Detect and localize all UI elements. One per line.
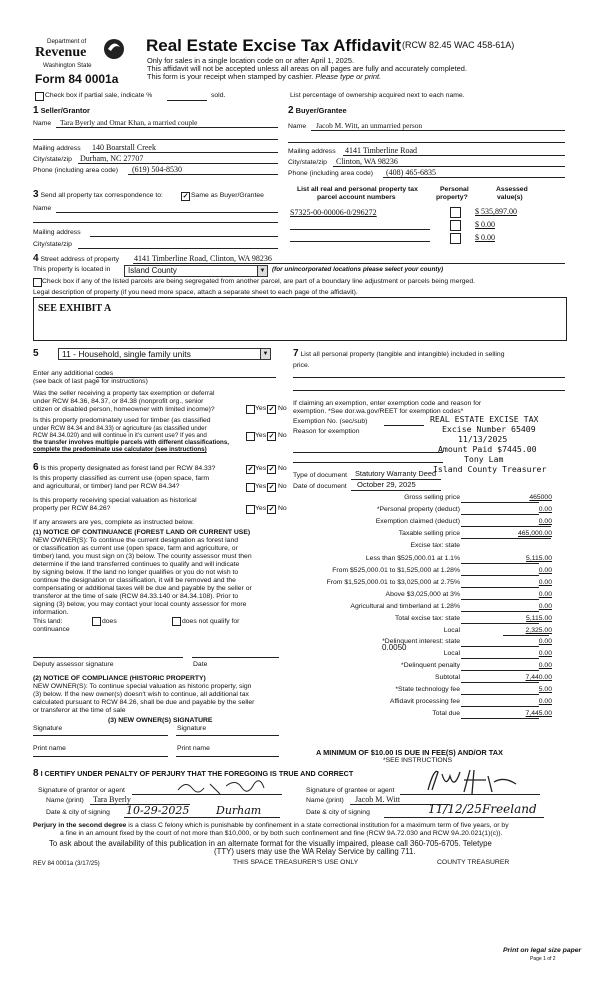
section2-title: Buyer/Grantee [295, 106, 347, 115]
no-label: No [278, 505, 287, 512]
calc-row-rule [461, 694, 539, 695]
calc-row-rule [461, 718, 539, 719]
street-label: Street address of property [40, 256, 120, 263]
perjury-bold: Perjury in the second degree [33, 822, 127, 829]
stamp-line6: Island County Treasurer [433, 464, 547, 474]
partial-sale-label: Check box if partial sale, indicate % [45, 92, 153, 99]
revision: REV 84 0001a (3/17/25) [33, 860, 100, 867]
print-name-label-2: Print name [177, 745, 210, 752]
local-rate: 0.0050 [382, 643, 407, 652]
notice-line: NEW OWNER(S): To continue special valuation as historic property, sign [33, 683, 252, 690]
calc-row-rule [461, 563, 539, 564]
grantee-signature [424, 766, 524, 796]
additional-codes-note: (see back of last page for instructions) [33, 378, 148, 385]
treasurer-use-only: THIS SPACE TREASURER'S USE ONLY [233, 859, 359, 866]
calc-row-value[interactable]: 0.00 [538, 698, 552, 705]
notice-line: calculated pursuant to RCW 84.26, shall be due and payable by the seller [33, 699, 255, 706]
section3-heading [33, 189, 163, 200]
seller-phone-label: Phone (including area code) [33, 167, 119, 174]
legal-description-label: Legal description of property (if you need more space, attach a separate sheet to each page of the affidavit). [33, 289, 358, 296]
calc-row-rule [461, 682, 539, 683]
calc-row-rule [461, 611, 539, 612]
notice-line: NEW OWNER(S): To continue the current designation as forest land [33, 537, 239, 544]
buyer-phone-label: Phone (including area code) [288, 170, 374, 177]
seller-city-label: City/state/zip [33, 156, 72, 163]
notice-line: or classification as current use (open space, farm and agriculture, or [33, 545, 238, 552]
section1-title: Seller/Grantor [40, 106, 90, 115]
same-as-buyer-checkbox[interactable]: ✓ [182, 193, 189, 200]
deputy-label: Deputy assessor signature [33, 661, 114, 668]
partial-sale-checkbox[interactable] [35, 92, 44, 101]
buyer-address-label: Mailing address [288, 148, 336, 155]
exemption-no-checkbox[interactable]: ✓ [268, 406, 275, 413]
street-address-field[interactable]: 4141 Timberline Road, Clinton, WA 98236 [134, 254, 272, 263]
calc-row-value[interactable]: 0.00 [538, 603, 552, 610]
calc-row-value[interactable]: 465000 [529, 494, 552, 501]
timber-no-checkbox[interactable]: ✓ [268, 433, 275, 440]
section3-city-field[interactable] [78, 248, 278, 249]
perjury-line2: a fine in an amount fixed by the court of not more than $10,000, or by both such confinement and fine (RCW 9A.72.030 and RCW 9A.20.021(1)(c)). [60, 830, 503, 837]
perjury-line1 [33, 822, 509, 829]
forest-question: Is this property designated as forest land per RCW 84.33? [40, 465, 216, 472]
alt-format-line1: To ask about the availability of this publication in an alternate format for the visually impaired, please call 360-705-6705. Teletype [49, 839, 492, 848]
q-timber-line1: Is this property predominately used for timber (as classified [33, 417, 211, 424]
revenue-logo-icon [103, 37, 125, 61]
calc-row-value[interactable]: 5,115.00 [526, 555, 552, 562]
grantee-name-label: Name (print) [306, 797, 344, 804]
buyer-name-label: Name [288, 123, 307, 130]
parcel-number-1[interactable]: S7325-00-00006-0/296272 [290, 208, 377, 217]
section3-address-label: Mailing address [33, 229, 81, 236]
calc-row-label: From $525,000.01 to $1,525,000 at 1.28% [332, 567, 460, 574]
print-name-label-1: Print name [33, 745, 66, 752]
personal-col-header2: property? [436, 194, 468, 201]
seller-name-field[interactable]: Tara Byerly and Omar Khan, a married couple [60, 118, 198, 127]
new-owner-signature-1[interactable] [33, 735, 168, 736]
calc-row-label: Affidavit processing fee [389, 698, 460, 705]
assessed-value-2[interactable]: $ 0.00 [475, 220, 495, 229]
header-note1: Only for sales in a single location code on or after April 1, 2025. [147, 56, 355, 65]
section4-num: 4 [33, 253, 39, 264]
form-number: Form 84 0001a [35, 72, 119, 86]
personal-col-header: Personal [440, 186, 469, 193]
continuance-label: continuance [33, 626, 70, 633]
partial-sale-pct-field[interactable] [167, 100, 207, 101]
section3-city-label: City/state/zip [33, 241, 72, 248]
parcel-col-header1: List all real and personal property tax [297, 186, 418, 193]
calc-row-rule [461, 599, 539, 600]
calc-row-label: *Delinquent interest: state [382, 638, 460, 645]
q-timber-line4: the transfer involves multiple parcels with different classifications, [33, 439, 229, 446]
personal-property-field-1[interactable] [293, 377, 565, 378]
calc-row-label: Excise tax: state [410, 542, 460, 549]
section7-heading [293, 348, 505, 359]
calc-row-value[interactable]: 5.00 [538, 686, 552, 693]
section8-num: 8 [33, 768, 39, 779]
form-statute: (RCW 82.45 WAC 458-61A) [402, 40, 515, 50]
notice-line: compensating or additional taxes will be due and payable by the seller or [33, 585, 252, 592]
assessed-col-header2: value(s) [497, 194, 523, 201]
section1-num: 1 [33, 105, 39, 116]
buyer-name-field[interactable]: Jacob M. Witt, an unmarried person [316, 121, 423, 130]
section3-address-field[interactable] [90, 236, 278, 237]
no-label: No [278, 432, 287, 439]
tax-calculation [293, 494, 568, 734]
notice-line: or transferor at the time of sale [33, 707, 126, 714]
calc-row-label: Local [443, 627, 460, 634]
notice1-title: (1) NOTICE OF CONTINUANCE (FOREST LAND OR CURRENT USE) [33, 529, 251, 536]
section6-num: 6 [33, 462, 39, 473]
calc-row-label: Above $3,025,000 at 3% [385, 591, 460, 598]
new-owner-print-1[interactable] [33, 756, 168, 757]
notice-line: determine if the land transferred continues to qualify and will indicate [33, 561, 240, 568]
grantor-date-label: Date & city of signing [46, 809, 110, 816]
page-number: Page 1 of 2 [530, 956, 556, 962]
historic-yes-checkbox[interactable] [246, 505, 255, 514]
form-title: Real Estate Excise Tax Affidavit [146, 36, 402, 55]
historic-no-checkbox[interactable]: ✓ [268, 506, 275, 513]
timber-yes-checkbox[interactable] [246, 432, 255, 441]
deputy-date-label: Date [193, 661, 208, 668]
calc-row-value[interactable]: 0.00 [538, 662, 552, 669]
section6-q1 [33, 462, 215, 473]
calc-row-label: Local [443, 650, 460, 657]
yes-label: Yes [255, 505, 267, 512]
see-instructions: *SEE INSTRUCTIONS [383, 757, 453, 764]
notice-line: by signing below. If the land no longer qualifies or you do not wish to [33, 569, 239, 576]
seller-address-label: Mailing address [33, 145, 81, 152]
exemption-line1: If claiming an exemption, enter exemption code and reason for [293, 400, 482, 407]
doc-type-label: Type of document [293, 472, 348, 479]
assessed-value-3[interactable]: $ 0.00 [475, 233, 495, 242]
calc-row-value[interactable]: 7,440.00 [525, 674, 552, 681]
calc-row-label: Agricultural and timberland at 1.28% [350, 603, 460, 610]
exemption-yes-checkbox[interactable] [246, 405, 255, 414]
q-timber-line2: under RCW 84.34 and 84.33) or agriculture (as classified under [33, 425, 207, 432]
new-owner-print-2[interactable] [176, 756, 279, 757]
q-exemption-line1: Was the seller receiving a property tax exemption or deferral [33, 390, 215, 397]
county-treasurer-label: COUNTY TREASURER [437, 859, 510, 866]
calc-row-rule [461, 623, 539, 624]
legal-description-text: SEE EXHIBIT A [38, 303, 112, 314]
calc-row-value[interactable]: 0.00 [538, 591, 552, 598]
parcel-col-header1b: parcel account numbers [317, 194, 396, 201]
calc-row-rule [461, 575, 539, 576]
exemption-no-field[interactable] [384, 425, 424, 426]
section7-label: List all personal property (tangible and intangible) included in selling [300, 351, 505, 358]
grantee-date-field[interactable]: 11/12/25 [428, 802, 482, 816]
header-note3a: This form is your receipt when stamped by cashier. [147, 72, 316, 81]
calc-row-label: Taxable selling price [398, 530, 460, 537]
chevron-down-icon: ▼ [257, 266, 267, 276]
buyer-city-field[interactable]: Clinton, WA 98236 [336, 157, 398, 166]
calc-row-rule [461, 646, 539, 647]
certify-text: I CERTIFY UNDER PENALTY OF PERJURY THAT THE FOREGOING IS TRUE AND CORRECT [40, 769, 354, 778]
grantor-signature [176, 778, 276, 796]
q-timber-line3: RCW 84.34.020) and will continue in it's current use? If yes and [33, 432, 207, 439]
dept-line3: Washington State [43, 62, 92, 69]
seller-name-label: Name [33, 120, 52, 127]
calc-row-value[interactable]: 0.00 [538, 638, 552, 645]
county-note: (for unincorporated locations please select your county) [272, 266, 444, 273]
yes-label: Yes [255, 432, 267, 439]
calc-row-rule [461, 514, 539, 515]
list-pct-note: List percentage of ownership acquired next to each name. [290, 92, 465, 99]
does-not-label: does not qualify for [182, 618, 240, 625]
notice-line: (3) below. If the new owner(s) doesn't wish to continue, all additional tax [33, 691, 249, 698]
dept-line2: Revenue [35, 45, 87, 60]
notice3-title: (3) NEW OWNER(S) SIGNATURE [108, 717, 213, 724]
forest-yes-checkbox[interactable]: ✓ [247, 466, 254, 473]
perjury-rest: is a class C felony which is punishable by confinement in a state correctional institution for a maximum term of five years, or by [126, 822, 509, 829]
calc-row-label: *Delinquent penalty [401, 662, 460, 669]
grantor-name-label: Name (print) [46, 797, 84, 804]
calc-row-value[interactable]: 465,000.00 [517, 530, 552, 537]
seller-address-field[interactable]: 140 Boarstall Creek [92, 143, 156, 152]
calc-row-value[interactable]: 0.00 [538, 650, 552, 657]
section4-heading [33, 253, 119, 264]
current-use-line2: and agricultural, or timber) land per RCW 84.34? [33, 483, 180, 490]
historic-line1: Is this property receiving special valuation as historical [33, 497, 197, 504]
grantee-sig-label: Signature of grantee or agent [306, 787, 395, 794]
additional-codes-label: Enter any additional codes [33, 370, 114, 377]
signature-label-2: Signature [177, 725, 207, 732]
exemption-line2: exemption. *See dor.wa.gov/REET for exemption codes* [293, 408, 464, 415]
header-note3b: Please type or print. [315, 72, 382, 81]
calc-row-rule [503, 635, 549, 636]
current-use-line1: Is this property classified as current use (open space, farm [33, 475, 210, 482]
deputy-signature-field[interactable] [33, 657, 183, 658]
calc-row-value[interactable]: 0.00 [538, 506, 552, 513]
calc-row-rule [461, 658, 539, 659]
reason-field-1[interactable] [293, 452, 443, 453]
personal-property-field-2[interactable] [293, 390, 565, 391]
calc-row-rule [461, 587, 539, 588]
legal-paper-note: Print on legal size paper [503, 947, 582, 954]
boundary-checkbox[interactable] [33, 278, 42, 287]
q-timber-line5: complete the predominate use calculator (see instructions) [33, 446, 207, 453]
county-select-value: Island County [128, 266, 177, 275]
deputy-date-field[interactable] [192, 657, 279, 658]
does-qualify-checkbox[interactable] [92, 617, 101, 626]
grantor-city-field[interactable]: Durham [216, 804, 262, 817]
buyer-city-label: City/state/zip [288, 159, 327, 166]
section7-num: 7 [293, 348, 299, 359]
same-as-buyer-label: Same as Buyer/Grantee [191, 192, 264, 199]
calc-row-label: Subtotal [435, 674, 460, 681]
section2-num: 2 [288, 105, 294, 116]
does-not-qualify-checkbox[interactable] [172, 617, 181, 626]
calc-row-value[interactable]: 5,115.00 [526, 615, 552, 622]
calc-row-value[interactable]: 2,325.00 [525, 627, 552, 634]
exemption-no-label: Exemption No. (sec/sub) [293, 418, 368, 425]
calc-row-rule [461, 538, 551, 539]
section3-num: 3 [33, 189, 39, 200]
calc-row-label: Total due [432, 710, 460, 717]
section7-label2: price. [293, 362, 310, 369]
calc-row-value[interactable]: 0.00 [538, 579, 552, 586]
current-use-yes-checkbox[interactable] [246, 483, 255, 492]
stamp-line3: 11/13/2025 [458, 434, 508, 444]
stamp-line4: Amount Paid $7445.00 [438, 444, 537, 454]
doc-date-field[interactable]: October 29, 2025 [357, 480, 416, 489]
property-use-select[interactable] [58, 348, 271, 360]
no-label: No [278, 465, 287, 472]
notice-line: timber) land, you must sign on (3) below. The county assessor must then [33, 553, 252, 560]
seller-city-field[interactable]: Durham, NC 27707 [80, 154, 144, 163]
minimum-fee-note: A MINIMUM OF $10.00 IS DUE IN FEE(S) AND/OR TAX [316, 748, 503, 757]
notice2-title: (2) NOTICE OF COMPLIANCE (HISTORIC PROPERTY) [33, 675, 206, 682]
notice-line: continue the designation or classification, it will be removed and the [33, 577, 236, 584]
q-exemption-line2: under RCW 84.36, 84.37, or 84.38 (nonprofit org., senior [33, 398, 204, 405]
forest-no-checkbox[interactable]: ✓ [268, 466, 275, 473]
grantee-city-field[interactable]: Freeland [482, 802, 537, 816]
personal-property-checkbox-3[interactable] [450, 233, 461, 244]
historic-line2: property per RCW 84.26? [33, 505, 111, 512]
calc-row-label: Exemption claimed (deduct) [375, 518, 460, 525]
calc-row-value[interactable]: 7,445.00 [525, 710, 552, 717]
notice-line: signing (3) below, you may contact your local county assessor for more [33, 601, 247, 608]
section2-heading [288, 105, 347, 116]
answers-note: If any answers are yes, complete as instructed below. [33, 519, 194, 526]
doc-type-field[interactable]: Statutory Warranty Deed [355, 469, 437, 478]
grantee-name-field[interactable]: Jacob M. Witt [355, 795, 401, 804]
seller-phone-field[interactable]: (619) 504-8530 [132, 165, 182, 174]
no-label: No [278, 483, 287, 490]
reason-field-2[interactable] [293, 462, 443, 463]
calc-row-rule [461, 670, 539, 671]
buyer-phone-field[interactable]: (408) 465-6835 [386, 168, 436, 177]
stamp-line5: Tony Lam [464, 454, 504, 464]
grantor-name-field[interactable]: Tara Byerly [93, 795, 131, 804]
q-exemption-line3: citizen or disabled person, homeowner with limited income)? [33, 406, 215, 413]
calc-row-label: From $1,525,000.01 to $3,025,000 at 2.75% [326, 579, 460, 586]
calc-row-rule [461, 502, 539, 503]
assessed-col-header: Assessed [496, 186, 528, 193]
stamp-line2: Excise Number 65409 [442, 424, 536, 434]
section3-label: Send all property tax correspondence to: [40, 192, 163, 199]
calc-row-label: Total excise tax: state [395, 615, 460, 622]
located-label: This property is located in [33, 266, 111, 273]
signature-label-1: Signature [33, 725, 63, 732]
calc-row-rule [461, 706, 539, 707]
chevron-down-icon: ▼ [260, 349, 270, 359]
doc-date-label: Date of document [293, 483, 347, 490]
section1-heading [33, 105, 90, 116]
header-note3 [147, 72, 381, 81]
header-note2: This affidavit will not be accepted unless all areas on all pages are fully and accurately completed. [147, 64, 467, 73]
calc-row-label: Less than $525,000.01 at 1.1% [365, 555, 460, 562]
buyer-address-field[interactable]: 4141 Timberline Road [345, 146, 418, 155]
grantee-date-label: Date & city of signing [306, 809, 370, 816]
yes-label: Yes [255, 483, 267, 490]
assessed-value-1[interactable]: $ 535,897.00 [475, 207, 517, 216]
calc-row-rule [461, 526, 551, 527]
calc-row-label: *Personal property (deduct) [376, 506, 460, 513]
yes-label: Yes [255, 465, 267, 472]
calc-row-label: Gross selling price [404, 494, 460, 501]
new-owner-signature-2[interactable] [176, 735, 279, 736]
personal-property-checkbox-1[interactable] [450, 207, 461, 218]
section3-name-field[interactable] [56, 212, 278, 213]
no-label: No [278, 405, 287, 412]
calc-row-label: *State technology fee [395, 686, 460, 693]
this-land-label: This land: [33, 618, 63, 625]
partial-sale-suffix: sold. [211, 92, 226, 99]
stamp-line1: REAL ESTATE EXCISE TAX [430, 414, 539, 424]
current-use-no-checkbox[interactable]: ✓ [268, 484, 275, 491]
section5-num: 5 [33, 348, 39, 359]
notice-line: transferor at the time of sale (RCW 84.33.140 or 84.34.108). Prior to [33, 593, 239, 600]
reason-label: Reason for exemption [293, 428, 360, 435]
parcel-number-2[interactable] [290, 229, 430, 230]
dept-line1: Department of [47, 38, 87, 45]
grantor-date-field[interactable]: 10-29-2025 [126, 804, 190, 817]
county-select[interactable] [124, 265, 268, 277]
alt-format-line2: (TTY) users may use the WA Relay Service by calling 711. [214, 847, 416, 856]
notice-line: information. [33, 609, 69, 616]
calc-row-value[interactable]: 0.00 [538, 567, 552, 574]
grantor-sig-label: Signature of grantor or agent [38, 787, 125, 794]
yes-label: Yes [255, 405, 267, 412]
calc-row-value[interactable]: 0.00 [538, 518, 552, 525]
section3-name-label: Name [33, 205, 52, 212]
property-use-value: 11 - Household, single family units [62, 349, 191, 359]
boundary-label: Check box if any of the listed parcels are being segregated from another parcel, are part of a boundary line adjustment or parcels being merged. [42, 278, 475, 285]
parcel-number-3[interactable] [290, 241, 430, 242]
does-label: does [102, 618, 117, 625]
legal-description-box[interactable] [33, 297, 567, 341]
personal-property-checkbox-2[interactable] [450, 220, 461, 231]
